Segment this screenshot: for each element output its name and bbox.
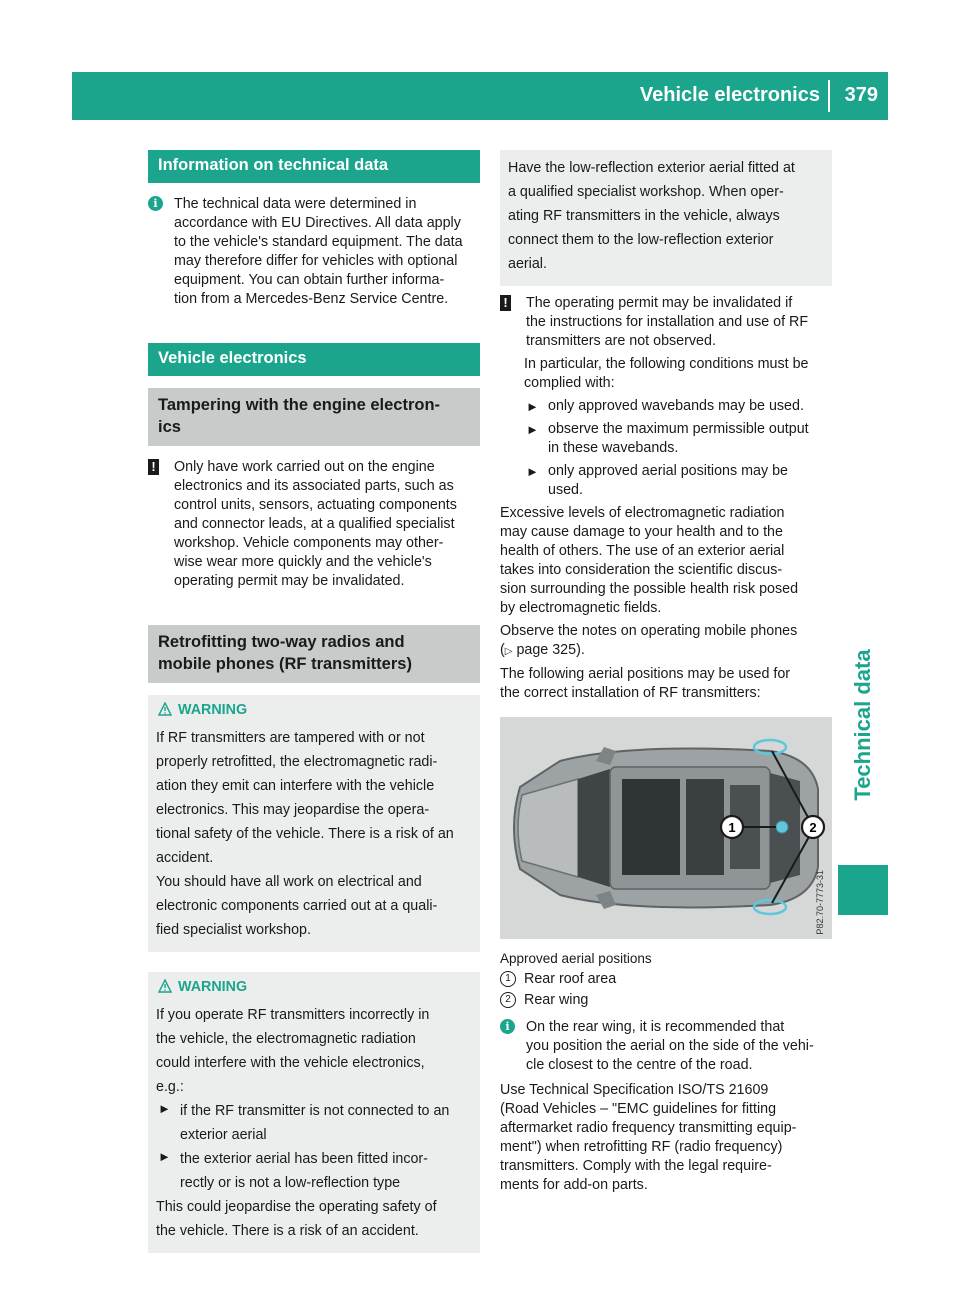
page-number: 379 [844,84,878,106]
info-icon: i [500,1019,515,1034]
right-column [500,150,832,1195]
list-item: ► if the RF transmitter is not connected to an exterior aerial [158,1101,450,1143]
warning-triangle-icon [158,702,172,716]
figure-caption: Approved aerial positions [500,951,652,966]
bullet-icon: ► [526,464,539,479]
legend-item: 2 Rear wing [500,991,832,1010]
triangle-arrow-icon: ▷ [504,646,513,657]
header-separator [828,80,830,112]
number-badge: 2 [500,992,516,1008]
side-tab-label: Technical data [850,649,875,801]
positions-intro: The following aerial positions may be used for the correct installation of RF transmitters: [500,666,791,701]
info-note: i The technical data were determined in accordance with EU Directives. All data apply to the vehicle's standard equipment. The data may therefore differ for vehicles with optional equipment. You can obtain further informa- tion from a Mercedes-Benz Service Centre. [148,195,480,309]
tamper-note: ! Only have work carried out on the engine electronics and its associated parts, such as control units, sensors, actuating components and connector leads, at a qualified specialist workshop. Vehicle components may other- wise wear more quickly and the vehicle's operating permit may be invalidated. [148,458,480,591]
list-item: ► the exterior aerial has been fitted incor- rectly or is not a low-reflection type [158,1149,428,1191]
number-badge: 1 [500,971,516,987]
car-top-view-illustration [500,717,832,939]
page-reference-link[interactable]: page 325). [516,642,585,658]
side-tab [838,620,888,830]
bullet-icon: ► [158,1101,171,1116]
observe-paragraph: Observe the notes on operating mobile phones (▷ page 325). [500,623,798,658]
header-bar [72,72,888,120]
warning-title: WARNING [156,978,472,997]
bullet-icon: ► [158,1149,171,1164]
info-icon: i [148,196,163,211]
info-heading: Information on technical data [148,150,480,183]
aerial-positions-figure [500,717,832,939]
warning-box-2: WARNING If you operate RF transmitters incorrectly in the vehicle, the electromagnetic radiation could interfere with the vehicle electronics, e.g.: ► if the RF transmitter is not connected to an exterior aerial ► the exterior aerial has been fitted incor- rectly or is not a low-reflection type This could jeopardise the operating safety of the vehicle. There is a risk of an accident. [148,972,480,1253]
side-marker [838,865,888,915]
bullet-icon: ► [526,399,539,414]
list-item: ► only approved aerial positions may be used. [526,463,789,498]
figure-code: P82.70-7773-31 [815,870,825,935]
list-item: ► only approved wavebands may be used. [526,398,804,414]
warning-title: WARNING [156,701,472,720]
conditions-intro: In particular, the following conditions must be complied with: [524,356,809,391]
list-item: ► observe the maximum permissible output in these wavebands. [526,421,809,456]
warning-box-1: WARNING If RF transmitters are tampered with or not properly retrofitted, the electromagnetic radi- ation they emit can interfere with the vehicle electronics. This may jeopardise the opera- tional safety of the vehicle. There is a risk of an accident. You should have all work on electrical and electronic components carried out at a quali- fied specialist workshop. [148,695,480,952]
legend-item: 1 Rear roof area [500,970,832,989]
radiation-paragraph: Excessive levels of electromagnetic radiation may cause damage to your health and to the health of others. The use of an exterior aerial takes into consideration the scientific discus- sion surrounding the possible health risk posed by electromagnetic fields. [500,505,799,616]
left-column [148,150,480,1253]
header-title: Vehicle electronics [639,84,820,106]
spec-paragraph: Use Technical Specification ISO/TS 21609 (Road Vehicles – "EMC guidelines for fitting aftermarket radio frequency transmitting equip- ment") when retrofitting RF (radio frequency) transmitters. Comply with the legal require- ments for add-on parts. [500,1082,797,1193]
retrofit-heading: Retrofitting two-way radios and mobile phones (RF transmitters) [148,625,480,683]
exclamation-icon: ! [148,459,159,475]
conditions-list [500,397,832,500]
figure-label-1: 1 [728,820,736,835]
section-heading: Vehicle electronics [148,343,480,376]
tamper-heading: Tampering with the engine electron- ics [148,388,480,446]
aerial-notice-box: Have the low-reflection exterior aerial fitted at a qualified specialist workshop. When oper- ating RF transmitters in the vehicle, always connect them to the low-reflection exterior aerial. [500,150,832,286]
bullet-icon: ► [526,422,539,437]
permit-note: ! The operating permit may be invalidated if the instructions for installation and use of RF transmitters are not observed. [500,294,832,351]
figure-label-2: 2 [809,820,817,835]
warning-triangle-icon [158,979,172,993]
wing-note: i On the rear wing, it is recommended that you position the aerial on the side of the vehi- cle closest to the centre of the road. [500,1018,832,1075]
exclamation-icon: ! [500,295,511,311]
